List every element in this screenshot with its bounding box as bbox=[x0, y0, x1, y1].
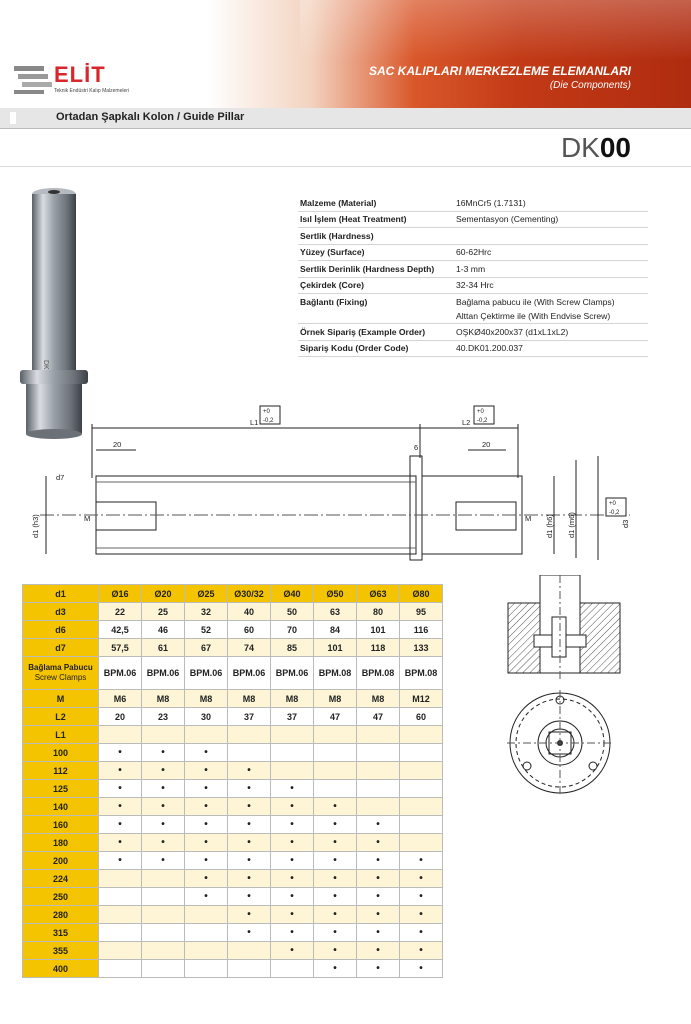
spec-key: Sertlik Derinlik (Hardness Depth) bbox=[298, 261, 448, 278]
row-label: 125 bbox=[23, 780, 99, 798]
table-cell: • bbox=[357, 816, 400, 834]
table-cell: 118 bbox=[357, 639, 400, 657]
dim-6: 6 bbox=[414, 443, 419, 452]
spec-value: 1-3 mm bbox=[448, 261, 648, 278]
spec-row bbox=[298, 261, 648, 278]
dim-d1-h6: d1 (h6) bbox=[545, 514, 554, 538]
row-label: 315 bbox=[23, 924, 99, 942]
table-cell: • bbox=[314, 906, 357, 924]
table-cell bbox=[228, 960, 271, 978]
table-cell: 95 bbox=[400, 603, 443, 621]
table-cell bbox=[228, 726, 271, 744]
table-cell: • bbox=[142, 852, 185, 870]
table-cell: 47 bbox=[314, 708, 357, 726]
table-cell: 61 bbox=[142, 639, 185, 657]
product-code-suffix: 00 bbox=[599, 132, 631, 163]
table-cell bbox=[314, 726, 357, 744]
table-cell: 37 bbox=[271, 708, 314, 726]
table-cell: 84 bbox=[314, 621, 357, 639]
table-cell: • bbox=[185, 852, 228, 870]
row-label: 100 bbox=[23, 744, 99, 762]
brand-name: ELİT bbox=[54, 62, 106, 87]
row-label-line: Bağlama Pabucu bbox=[28, 663, 93, 672]
spec-table bbox=[298, 195, 648, 357]
table-cell: • bbox=[99, 834, 142, 852]
table-cell: • bbox=[314, 798, 357, 816]
table-cell: 63 bbox=[314, 603, 357, 621]
row-label: L1 bbox=[23, 726, 99, 744]
table-cell: 85 bbox=[271, 639, 314, 657]
row-label-line: Screw Clamps bbox=[34, 673, 87, 682]
table-cell: • bbox=[357, 942, 400, 960]
table-row bbox=[23, 708, 443, 726]
table-cell bbox=[314, 744, 357, 762]
table-cell bbox=[314, 780, 357, 798]
table-cell bbox=[142, 870, 185, 888]
table-cell: • bbox=[271, 780, 314, 798]
table-row bbox=[23, 744, 443, 762]
table-cell: • bbox=[357, 906, 400, 924]
dimension-table bbox=[22, 584, 443, 978]
table-cell bbox=[142, 960, 185, 978]
table-cell bbox=[228, 744, 271, 762]
dim-20-left: 20 bbox=[113, 440, 122, 449]
table-cell: • bbox=[228, 762, 271, 780]
spec-value: Sementasyon (Cementing) bbox=[448, 211, 648, 228]
spec-row bbox=[298, 324, 648, 341]
table-cell: • bbox=[228, 834, 271, 852]
table-cell: • bbox=[99, 762, 142, 780]
table-row bbox=[23, 852, 443, 870]
spec-key: Yüzey (Surface) bbox=[298, 244, 448, 261]
spec-key: Bağlantı (Fixing) bbox=[298, 294, 448, 324]
tol-l2-minus: -0,2 bbox=[477, 418, 488, 424]
row-label: M bbox=[23, 690, 99, 708]
header-banner-highlight bbox=[300, 0, 691, 60]
table-cell bbox=[400, 780, 443, 798]
table-row bbox=[23, 603, 443, 621]
spec-row bbox=[298, 277, 648, 294]
row-label: L2 bbox=[23, 708, 99, 726]
table-cell bbox=[99, 960, 142, 978]
table-cell bbox=[185, 960, 228, 978]
row-label bbox=[23, 657, 99, 690]
table-cell: • bbox=[185, 888, 228, 906]
table-cell: M8 bbox=[271, 690, 314, 708]
table-cell bbox=[357, 744, 400, 762]
table-cell: • bbox=[271, 852, 314, 870]
table-cell: BPM.06 bbox=[99, 657, 142, 690]
table-cell: BPM.06 bbox=[228, 657, 271, 690]
table-cell bbox=[142, 726, 185, 744]
table-row bbox=[23, 816, 443, 834]
table-cell: • bbox=[271, 870, 314, 888]
table-cell: • bbox=[314, 924, 357, 942]
table-cell: M8 bbox=[142, 690, 185, 708]
table-cell: • bbox=[185, 762, 228, 780]
table-row bbox=[23, 834, 443, 852]
top-view-drawing bbox=[505, 688, 625, 798]
table-cell bbox=[142, 906, 185, 924]
table-cell: 133 bbox=[400, 639, 443, 657]
table-cell: • bbox=[314, 834, 357, 852]
table-cell: • bbox=[228, 816, 271, 834]
row-label: d1 bbox=[23, 585, 99, 603]
spec-row bbox=[298, 228, 648, 245]
table-cell: • bbox=[357, 960, 400, 978]
table-cell: 22 bbox=[99, 603, 142, 621]
table-cell: • bbox=[228, 798, 271, 816]
table-cell bbox=[185, 906, 228, 924]
spec-key: Malzeme (Material) bbox=[298, 195, 448, 211]
table-cell: 25 bbox=[142, 603, 185, 621]
header-title: SAC KALIPLARI MERKEZLEME ELEMANLARI bbox=[369, 64, 631, 78]
table-cell: • bbox=[357, 888, 400, 906]
table-cell bbox=[185, 924, 228, 942]
table-cell: M8 bbox=[228, 690, 271, 708]
dim-m-left: M bbox=[84, 514, 91, 523]
table-cell: BPM.06 bbox=[185, 657, 228, 690]
table-row bbox=[23, 942, 443, 960]
spec-value-line: Bağlama pabucu ile (With Screw Clamps) bbox=[456, 297, 615, 307]
table-cell: • bbox=[314, 960, 357, 978]
table-cell: • bbox=[400, 906, 443, 924]
table-cell: • bbox=[400, 870, 443, 888]
page-subject: Ortadan Şapkalı Kolon / Guide Pillar bbox=[56, 111, 245, 123]
table-cell: • bbox=[357, 852, 400, 870]
tol-l2-plus: +0 bbox=[477, 409, 484, 415]
pillar-engraving: DK bbox=[42, 360, 49, 370]
dim-m-right: M bbox=[525, 514, 532, 523]
table-cell: Ø50 bbox=[314, 585, 357, 603]
table-cell: • bbox=[99, 780, 142, 798]
table-cell: • bbox=[99, 816, 142, 834]
header-subtitle: (Die Components) bbox=[549, 80, 631, 91]
table-cell: • bbox=[142, 780, 185, 798]
table-cell: • bbox=[314, 852, 357, 870]
table-cell bbox=[99, 888, 142, 906]
table-cell: M8 bbox=[357, 690, 400, 708]
spec-value: 16MnCr5 (1.7131) bbox=[448, 195, 648, 211]
row-label: 355 bbox=[23, 942, 99, 960]
table-cell: 47 bbox=[357, 708, 400, 726]
table-cell: • bbox=[271, 906, 314, 924]
spec-key: Isıl İşlem (Heat Treatment) bbox=[298, 211, 448, 228]
spec-row bbox=[298, 340, 648, 357]
table-cell: 116 bbox=[400, 621, 443, 639]
row-label: 400 bbox=[23, 960, 99, 978]
table-cell: Ø30/32 bbox=[228, 585, 271, 603]
dim-d3: d3 bbox=[621, 519, 630, 528]
table-cell: M6 bbox=[99, 690, 142, 708]
table-cell: • bbox=[400, 888, 443, 906]
table-cell: BPM.06 bbox=[271, 657, 314, 690]
table-cell: • bbox=[185, 870, 228, 888]
table-cell: • bbox=[357, 834, 400, 852]
table-cell: Ø40 bbox=[271, 585, 314, 603]
spec-key: Çekirdek (Core) bbox=[298, 277, 448, 294]
table-cell: • bbox=[271, 924, 314, 942]
table-cell: 46 bbox=[142, 621, 185, 639]
table-cell: 74 bbox=[228, 639, 271, 657]
table-cell: • bbox=[228, 906, 271, 924]
table-row bbox=[23, 621, 443, 639]
table-cell bbox=[99, 726, 142, 744]
table-row bbox=[23, 924, 443, 942]
table-cell: • bbox=[142, 834, 185, 852]
table-cell: • bbox=[314, 942, 357, 960]
table-cell: • bbox=[314, 888, 357, 906]
table-cell bbox=[99, 906, 142, 924]
table-cell bbox=[357, 762, 400, 780]
table-cell: • bbox=[228, 852, 271, 870]
spec-value: 40.DK01.200.037 bbox=[448, 340, 648, 357]
table-cell: • bbox=[400, 924, 443, 942]
table-cell bbox=[314, 762, 357, 780]
table-row bbox=[23, 657, 443, 690]
table-cell: • bbox=[99, 852, 142, 870]
table-row bbox=[23, 798, 443, 816]
table-cell: • bbox=[314, 870, 357, 888]
table-cell: M12 bbox=[400, 690, 443, 708]
table-cell: 67 bbox=[185, 639, 228, 657]
table-cell: 37 bbox=[228, 708, 271, 726]
table-cell: M8 bbox=[185, 690, 228, 708]
table-cell bbox=[357, 726, 400, 744]
table-cell bbox=[99, 942, 142, 960]
table-cell: • bbox=[400, 852, 443, 870]
spec-value-line: Alttan Çektirme ile (With Endvise Screw) bbox=[456, 311, 611, 321]
table-cell: • bbox=[228, 870, 271, 888]
table-cell bbox=[142, 924, 185, 942]
table-row bbox=[23, 585, 443, 603]
tol-d3-plus: +0 bbox=[609, 501, 616, 507]
page-header bbox=[0, 0, 691, 108]
table-cell: • bbox=[228, 780, 271, 798]
spec-value bbox=[448, 228, 648, 245]
row-label: 200 bbox=[23, 852, 99, 870]
spec-row bbox=[298, 211, 648, 228]
table-cell: • bbox=[185, 834, 228, 852]
table-cell: BPM.08 bbox=[400, 657, 443, 690]
tol-l1-plus: +0 bbox=[263, 409, 270, 415]
logo-stripes-icon bbox=[14, 64, 52, 94]
table-cell bbox=[99, 870, 142, 888]
table-cell: Ø16 bbox=[99, 585, 142, 603]
subject-bar-marker bbox=[10, 112, 16, 124]
table-cell bbox=[142, 888, 185, 906]
table-cell: 32 bbox=[185, 603, 228, 621]
table-cell: • bbox=[99, 744, 142, 762]
table-cell bbox=[400, 816, 443, 834]
row-label: 160 bbox=[23, 816, 99, 834]
table-cell: BPM.08 bbox=[314, 657, 357, 690]
table-cell bbox=[400, 726, 443, 744]
table-cell: 20 bbox=[99, 708, 142, 726]
table-cell bbox=[357, 798, 400, 816]
table-cell: 52 bbox=[185, 621, 228, 639]
table-row bbox=[23, 888, 443, 906]
row-label: 140 bbox=[23, 798, 99, 816]
table-cell bbox=[357, 780, 400, 798]
row-label: d6 bbox=[23, 621, 99, 639]
table-cell: 101 bbox=[357, 621, 400, 639]
table-cell: 60 bbox=[400, 708, 443, 726]
table-cell: 70 bbox=[271, 621, 314, 639]
table-cell: Ø80 bbox=[400, 585, 443, 603]
table-cell: • bbox=[271, 816, 314, 834]
brand-logo bbox=[14, 62, 134, 102]
product-code-prefix: DK bbox=[560, 132, 600, 163]
table-cell bbox=[400, 762, 443, 780]
table-cell: • bbox=[271, 798, 314, 816]
spec-value: 32-34 Hrc bbox=[448, 277, 648, 294]
dim-l2: L2 bbox=[462, 418, 471, 427]
table-cell: BPM.08 bbox=[357, 657, 400, 690]
table-cell: • bbox=[142, 798, 185, 816]
table-cell: • bbox=[99, 798, 142, 816]
spec-value: OŞKØ40x200x37 (d1xL1xL2) bbox=[448, 324, 648, 341]
spec-value bbox=[448, 294, 648, 324]
product-code bbox=[561, 132, 631, 164]
spec-key: Örnek Sipariş (Example Order) bbox=[298, 324, 448, 341]
row-label: 224 bbox=[23, 870, 99, 888]
table-cell: Ø25 bbox=[185, 585, 228, 603]
dim-l1: L1 bbox=[250, 418, 259, 427]
table-cell: • bbox=[271, 888, 314, 906]
table-cell: • bbox=[142, 744, 185, 762]
table-cell bbox=[400, 834, 443, 852]
table-cell: • bbox=[142, 762, 185, 780]
spec-row bbox=[298, 244, 648, 261]
table-cell: • bbox=[357, 870, 400, 888]
table-cell: Ø63 bbox=[357, 585, 400, 603]
table-cell: • bbox=[185, 744, 228, 762]
table-cell bbox=[271, 960, 314, 978]
table-row bbox=[23, 639, 443, 657]
table-cell: BPM.06 bbox=[142, 657, 185, 690]
mounting-section-drawing bbox=[500, 575, 630, 680]
table-cell: • bbox=[271, 834, 314, 852]
tol-d3-minus: -0,2 bbox=[609, 510, 620, 516]
table-row bbox=[23, 906, 443, 924]
table-cell bbox=[99, 924, 142, 942]
table-cell: • bbox=[400, 942, 443, 960]
table-row bbox=[23, 870, 443, 888]
table-cell: 60 bbox=[228, 621, 271, 639]
table-cell: 42,5 bbox=[99, 621, 142, 639]
table-cell: • bbox=[185, 816, 228, 834]
table-cell bbox=[185, 726, 228, 744]
table-cell bbox=[271, 762, 314, 780]
table-row bbox=[23, 780, 443, 798]
dim-20-right: 20 bbox=[482, 440, 491, 449]
table-cell: • bbox=[314, 816, 357, 834]
table-cell: 101 bbox=[314, 639, 357, 657]
row-label: d3 bbox=[23, 603, 99, 621]
technical-drawing bbox=[20, 398, 660, 568]
table-cell bbox=[228, 942, 271, 960]
table-cell: M8 bbox=[314, 690, 357, 708]
spec-row bbox=[298, 195, 648, 211]
row-label: 280 bbox=[23, 906, 99, 924]
spec-key: Sipariş Kodu (Order Code) bbox=[298, 340, 448, 357]
dim-d1-m6: d1 (m6) bbox=[567, 512, 576, 538]
table-cell bbox=[185, 942, 228, 960]
table-row bbox=[23, 690, 443, 708]
table-cell: • bbox=[400, 960, 443, 978]
table-row bbox=[23, 762, 443, 780]
table-cell: 80 bbox=[357, 603, 400, 621]
table-cell: • bbox=[142, 816, 185, 834]
table-row bbox=[23, 960, 443, 978]
table-cell: • bbox=[185, 798, 228, 816]
table-cell: 30 bbox=[185, 708, 228, 726]
row-label: d7 bbox=[23, 639, 99, 657]
table-cell bbox=[400, 798, 443, 816]
table-cell: • bbox=[185, 780, 228, 798]
table-cell: Ø20 bbox=[142, 585, 185, 603]
dim-d7: d7 bbox=[56, 473, 65, 482]
table-cell: 23 bbox=[142, 708, 185, 726]
table-cell: • bbox=[271, 942, 314, 960]
table-cell: 57,5 bbox=[99, 639, 142, 657]
table-cell: 40 bbox=[228, 603, 271, 621]
table-cell: • bbox=[228, 888, 271, 906]
row-label: 112 bbox=[23, 762, 99, 780]
spec-row bbox=[298, 294, 648, 324]
dim-d1-h3: d1 (h3) bbox=[31, 514, 40, 538]
table-cell bbox=[271, 744, 314, 762]
brand-tagline: Teknik Endüstri Kalıp Malzemeleri bbox=[54, 88, 130, 94]
spec-value: 60-62Hrc bbox=[448, 244, 648, 261]
row-label: 180 bbox=[23, 834, 99, 852]
spec-key: Sertlik (Hardness) bbox=[298, 228, 448, 245]
tol-l1-minus: -0,2 bbox=[263, 418, 274, 424]
divider bbox=[0, 166, 691, 167]
table-row bbox=[23, 726, 443, 744]
table-cell bbox=[271, 726, 314, 744]
table-cell: 50 bbox=[271, 603, 314, 621]
table-cell bbox=[142, 942, 185, 960]
table-cell: • bbox=[357, 924, 400, 942]
table-cell: • bbox=[228, 924, 271, 942]
row-label: 250 bbox=[23, 888, 99, 906]
table-cell bbox=[400, 744, 443, 762]
subject-bar bbox=[0, 108, 691, 129]
